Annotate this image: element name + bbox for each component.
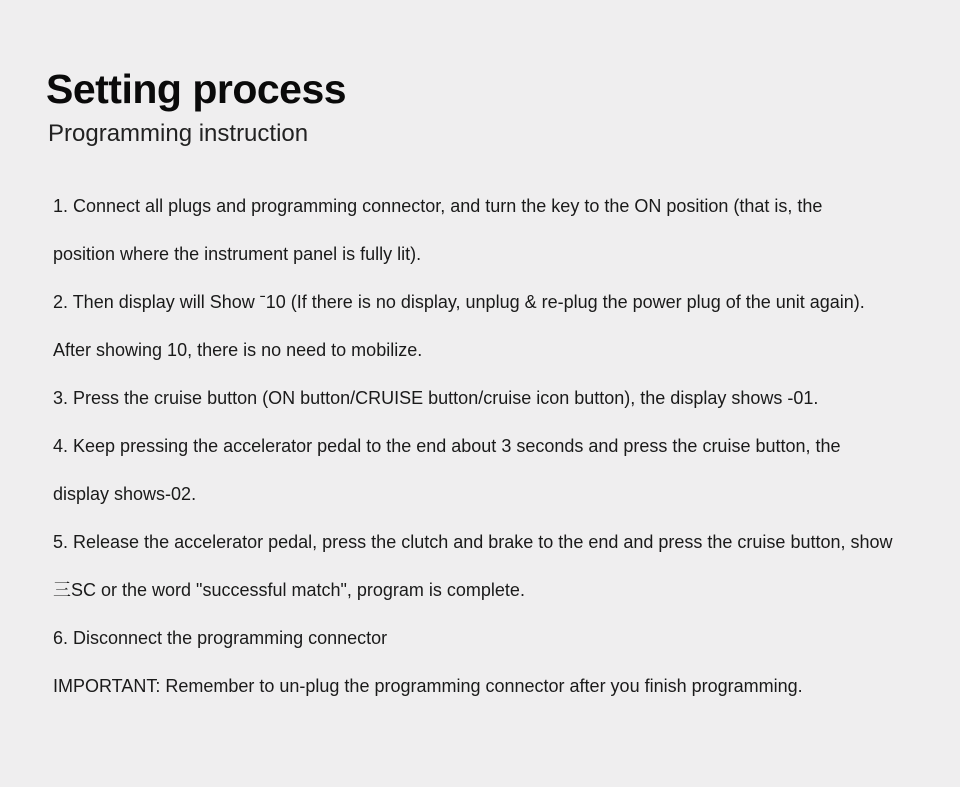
step-4-line-2: display shows-02. (53, 484, 197, 504)
important-note: IMPORTANT: Remember to un-plug the programming connector after you finish programming. (53, 676, 803, 696)
instruction-list (53, 182, 953, 710)
step-1-line-1: 1. Connect all plugs and programming connector, and turn the key to the ON position (that is, the (53, 196, 823, 216)
step-2-line-2: After showing 10, there is no need to mobilize. (53, 340, 423, 360)
step-5-line-1: 5. Release the accelerator pedal, press the clutch and brake to the end and press the cruise button, show (53, 532, 893, 552)
page-title: Setting process (46, 66, 347, 112)
step-5-line-2: 三SC or the word "successful match", program is complete. (53, 580, 525, 600)
step-3-line-1: 3. Press the cruise button (ON button/CRUISE button/cruise icon button), the display shows -01. (53, 388, 819, 408)
step-2-line-1: 2. Then display will Show ˉ10 (If there is no display, unplug & re-plug the power plug of the unit again). (53, 292, 865, 312)
step-1-line-2: position where the instrument panel is fully lit). (53, 244, 422, 264)
step-4-line-1: 4. Keep pressing the accelerator pedal to the end about 3 seconds and press the cruise button, the (53, 436, 841, 456)
step-6-line-1: 6. Disconnect the programming connector (53, 628, 388, 648)
page-subtitle: Programming instruction (48, 120, 309, 147)
